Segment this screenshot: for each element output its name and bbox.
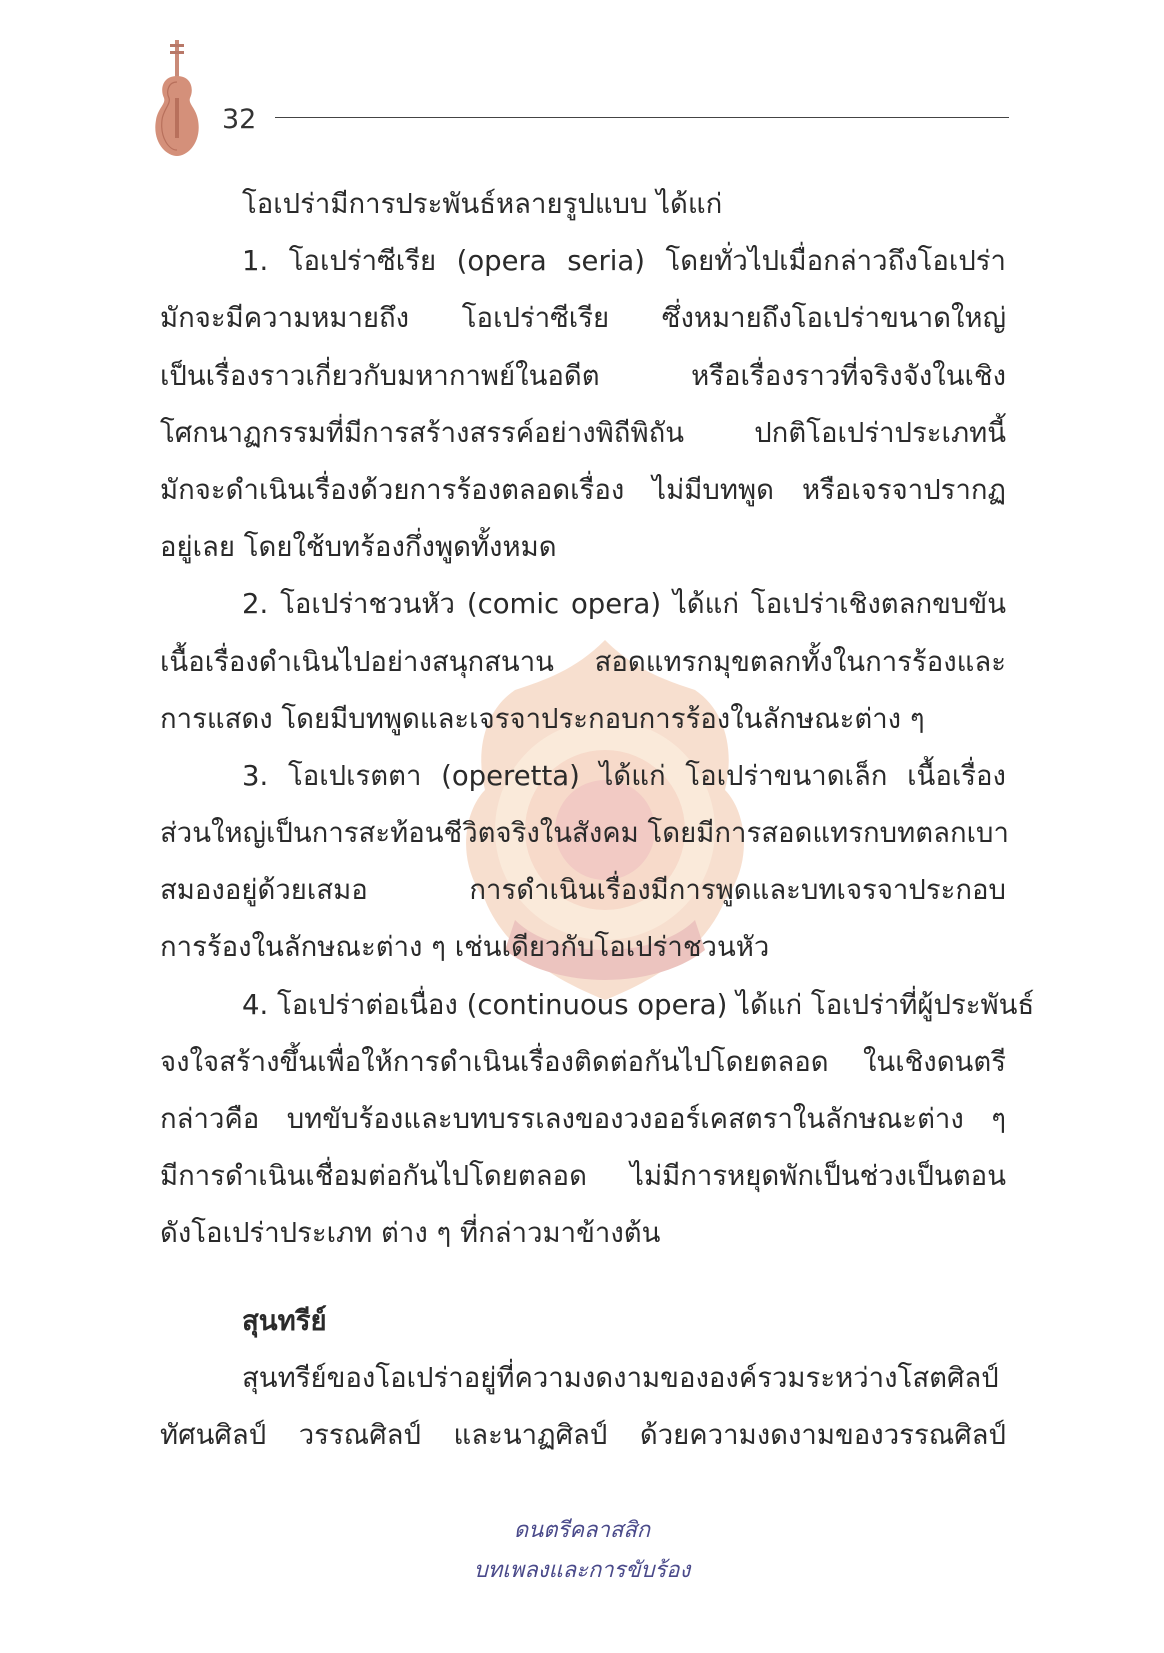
paragraph-line: สมองอยู่ด้วยเสมอ การดำเนินเรื่องมีการพูดและบทเจรจาประกอบ <box>160 874 1006 907</box>
paragraph-line: สุนทรีย์ของโอเปร่าอยู่ที่ความงดงามขององค์รวมระหว่างโสตศิลป์ <box>242 1361 999 1394</box>
header-rule <box>275 117 1009 118</box>
paragraph-line: จงใจสร้างขึ้นเพื่อให้การดำเนินเรื่องติดต่อกันไปโดยตลอด ในเชิงดนตรี <box>160 1045 1006 1078</box>
paragraph-line: โศกนาฏกรรมที่มีการสร้างสรรค์อย่างพิถีพิถัน ปกติโอเปร่าประเภทนี้ <box>160 416 1006 449</box>
paragraph-line: การแสดง โดยมีบทพูดและเจรจาประกอบการร้องในลักษณะต่าง ๆ <box>160 702 925 735</box>
paragraph-line: เนื้อเรื่องดำเนินไปอย่างสนุกสนาน สอดแทรกมุขตลกทั้งในการร้องและ <box>160 645 1006 678</box>
paragraph-line: การร้องในลักษณะต่าง ๆ เช่นเดียวกับโอเปร่าชวนหัว <box>160 931 770 964</box>
page-number: 32 <box>222 104 257 135</box>
footer-book-subtitle: บทเพลงและการขับร้อง <box>473 1558 691 1583</box>
paragraph-line: มักจะดำเนินเรื่องด้วยการร้องตลอดเรื่อง ไม่มีบทพูด หรือเจรจาปรากฏ <box>160 473 1006 506</box>
paragraph-line: ส่วนใหญ่เป็นการสะท้อนชีวิตจริงในสังคม โดยมีการสอดแทรกบทตลกเบา <box>160 817 1009 850</box>
intro-line: โอเปร่ามีการประพันธ์หลายรูปแบบ ได้แก่ <box>242 188 723 220</box>
paragraph-line: 3. โอเปเรตตา (operetta) ได้แก่ โอเปร่าขนาดเล็ก เนื้อเรื่อง <box>242 759 1006 792</box>
paragraph-line: 2. โอเปร่าชวนหัว (comic opera) ได้แก่ โอเปร่าเชิงตลกขบขัน <box>242 588 1006 621</box>
paragraph-line: ดังโอเปร่าประเภท ต่าง ๆ ที่กล่าวมาข้างต้น <box>160 1217 661 1250</box>
paragraph-line: เป็นเรื่องราวเกี่ยวกับมหากาพย์ในอดีต หรือเรื่องราวที่จริงจังในเชิง <box>160 359 1006 392</box>
paragraph-line: ทัศนศิลป์ วรรณศิลป์ และนาฏศิลป์ ด้วยความงดงามของวรรณศิลป์ <box>160 1418 1006 1451</box>
paragraph-line: มีการดำเนินเชื่อมต่อกันไปโดยตลอด ไม่มีการหยุดพักเป็นช่วงเป็นตอน <box>160 1160 1006 1193</box>
paragraph-line: อยู่เลย โดยใช้บทร้องกึ่งพูดทั้งหมด <box>160 531 557 564</box>
section-heading: สุนทรีย์ <box>242 1304 327 1337</box>
paragraph-line: มักจะมีความหมายถึง โอเปร่าซีเรีย ซึ่งหมายถึงโอเปร่าขนาดใหญ่ <box>160 302 1006 335</box>
body-text <box>160 176 1035 1464</box>
paragraph-line: 4. โอเปร่าต่อเนื่อง (continuous opera) ได้แก่ โอเปร่าที่ผู้ประพันธ์ <box>242 988 1035 1021</box>
footer-book-title: ดนตรีคลาสสิก <box>513 1518 651 1543</box>
violin-icon <box>152 38 202 160</box>
paragraph-line: 1. โอเปร่าซีเรีย (opera seria) โดยทั่วไปเมื่อกล่าวถึงโอเปร่า <box>242 245 1006 278</box>
paragraph-line: กล่าวคือ บทขับร้องและบทบรรเลงของวงออร์เคสตราในลักษณะต่าง ๆ <box>160 1103 1006 1135</box>
